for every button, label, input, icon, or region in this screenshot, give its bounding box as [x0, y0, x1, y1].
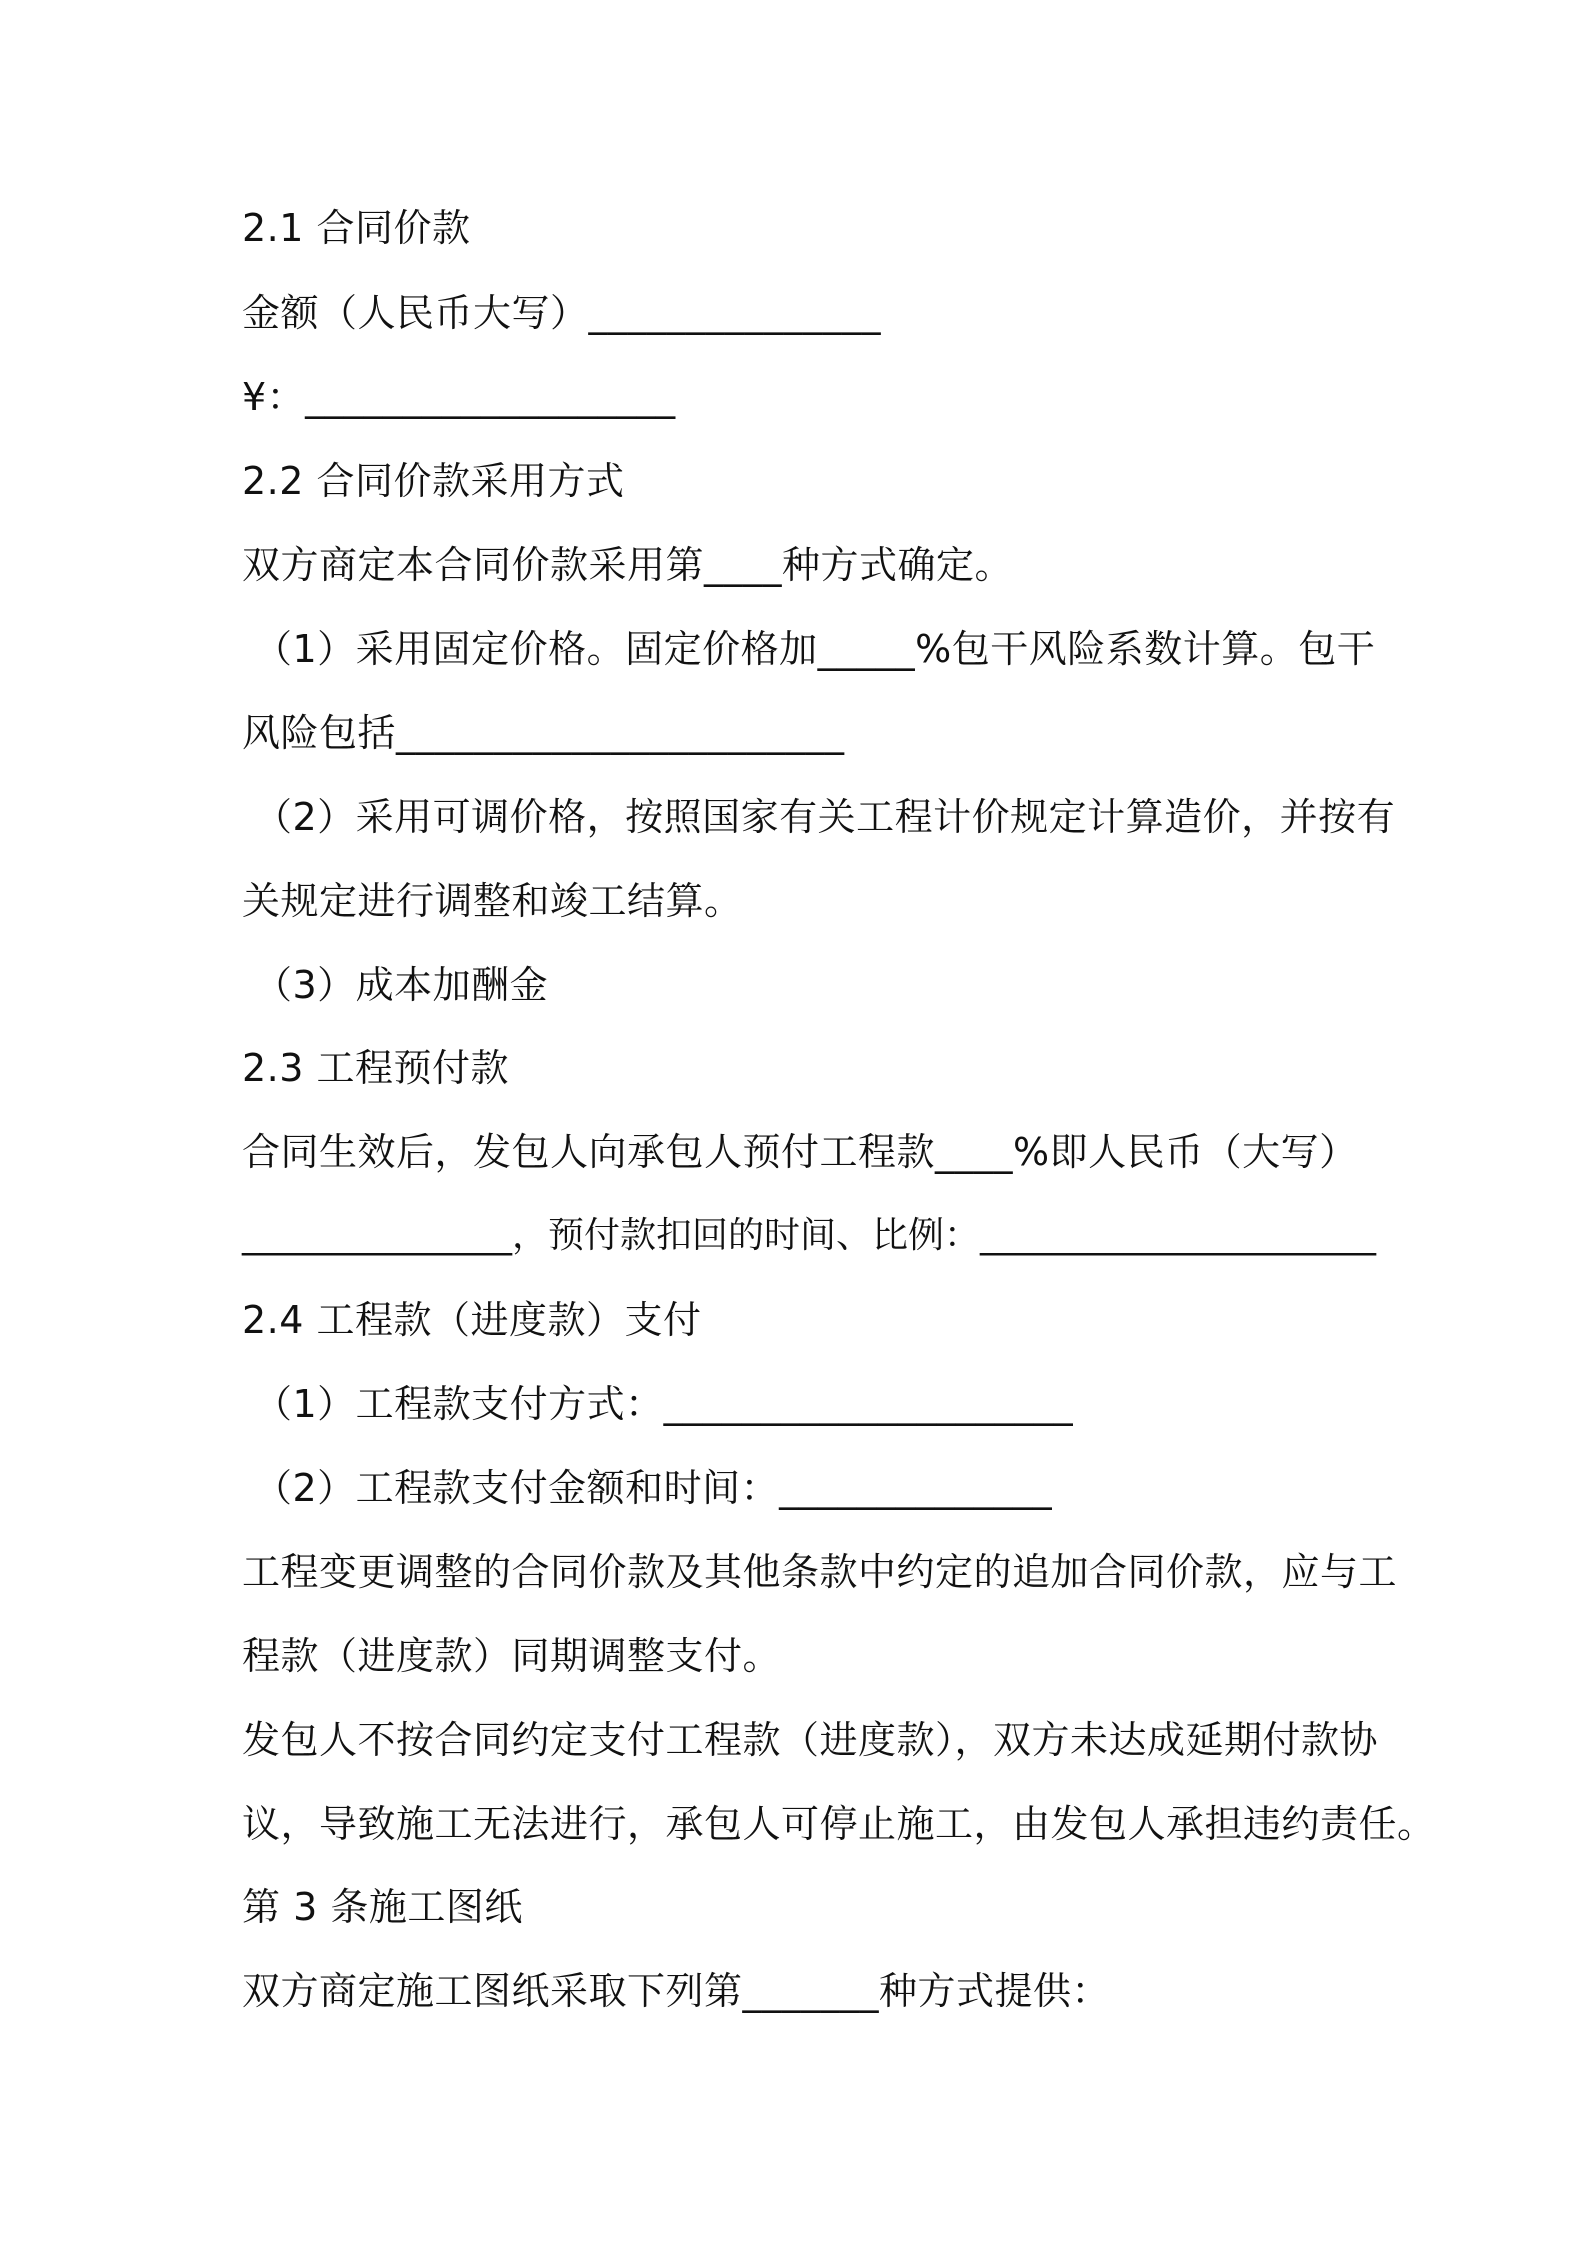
paragraph-text: 关规定进行调整和竣工结算。 — [242, 879, 743, 923]
section-heading-2-3: 2.3 工程预付款 — [242, 1046, 510, 1090]
section-heading-2-2: 2.2 合同价款采用方式 — [242, 459, 625, 503]
list-item-3: （3）成本加酬金 — [254, 963, 549, 1007]
list-item-1: （1）工程款支付方式：_____________________ — [254, 1382, 1074, 1426]
paragraph-text: 议，导致施工无法进行，承包人可停止施工，由发包人承担违约责任。 — [242, 1802, 1436, 1846]
list-item-2: （2）采用可调价格，按照国家有关工程计价规定计算造价，并按有 — [254, 795, 1396, 839]
paragraph-text: 工程变更调整的合同价款及其他条款中约定的追加合同价款，应与工 — [242, 1550, 1398, 1594]
paragraph-text: _______________，预付款扣回的时间、比例：______________________ — [242, 1215, 1377, 1256]
paragraph-text: 风险包括_______________________ — [242, 711, 845, 755]
paragraph-text: 双方商定本合同价款采用第____种方式确定。 — [242, 543, 1014, 587]
section-heading-2-1: 2.1 合同价款 — [242, 206, 471, 250]
paragraph-text: 发包人不按合同约定支付工程款（进度款），双方未达成延期付款协 — [242, 1718, 1379, 1762]
amount-yen-line: ¥：___________________ — [242, 375, 676, 419]
paragraph-text: 双方商定施工图纸采取下列第_______种方式提供： — [242, 1969, 1111, 2013]
list-item-1: （1）采用固定价格。固定价格加_____%包干风险系数计算。包干 — [254, 627, 1376, 671]
section-heading-article-3: 第 3 条施工图纸 — [242, 1885, 523, 1929]
paragraph-text: 程款（进度款）同期调整支付。 — [242, 1634, 782, 1678]
amount-uppercase-line: 金额（人民币大写）_______________ — [242, 291, 882, 335]
paragraph-text: 合同生效后，发包人向承包人预付工程款____%即人民币（大写） — [242, 1130, 1358, 1174]
section-heading-2-4: 2.4 工程款（进度款）支付 — [242, 1298, 702, 1342]
list-item-2: （2）工程款支付金额和时间：______________ — [254, 1466, 1053, 1510]
